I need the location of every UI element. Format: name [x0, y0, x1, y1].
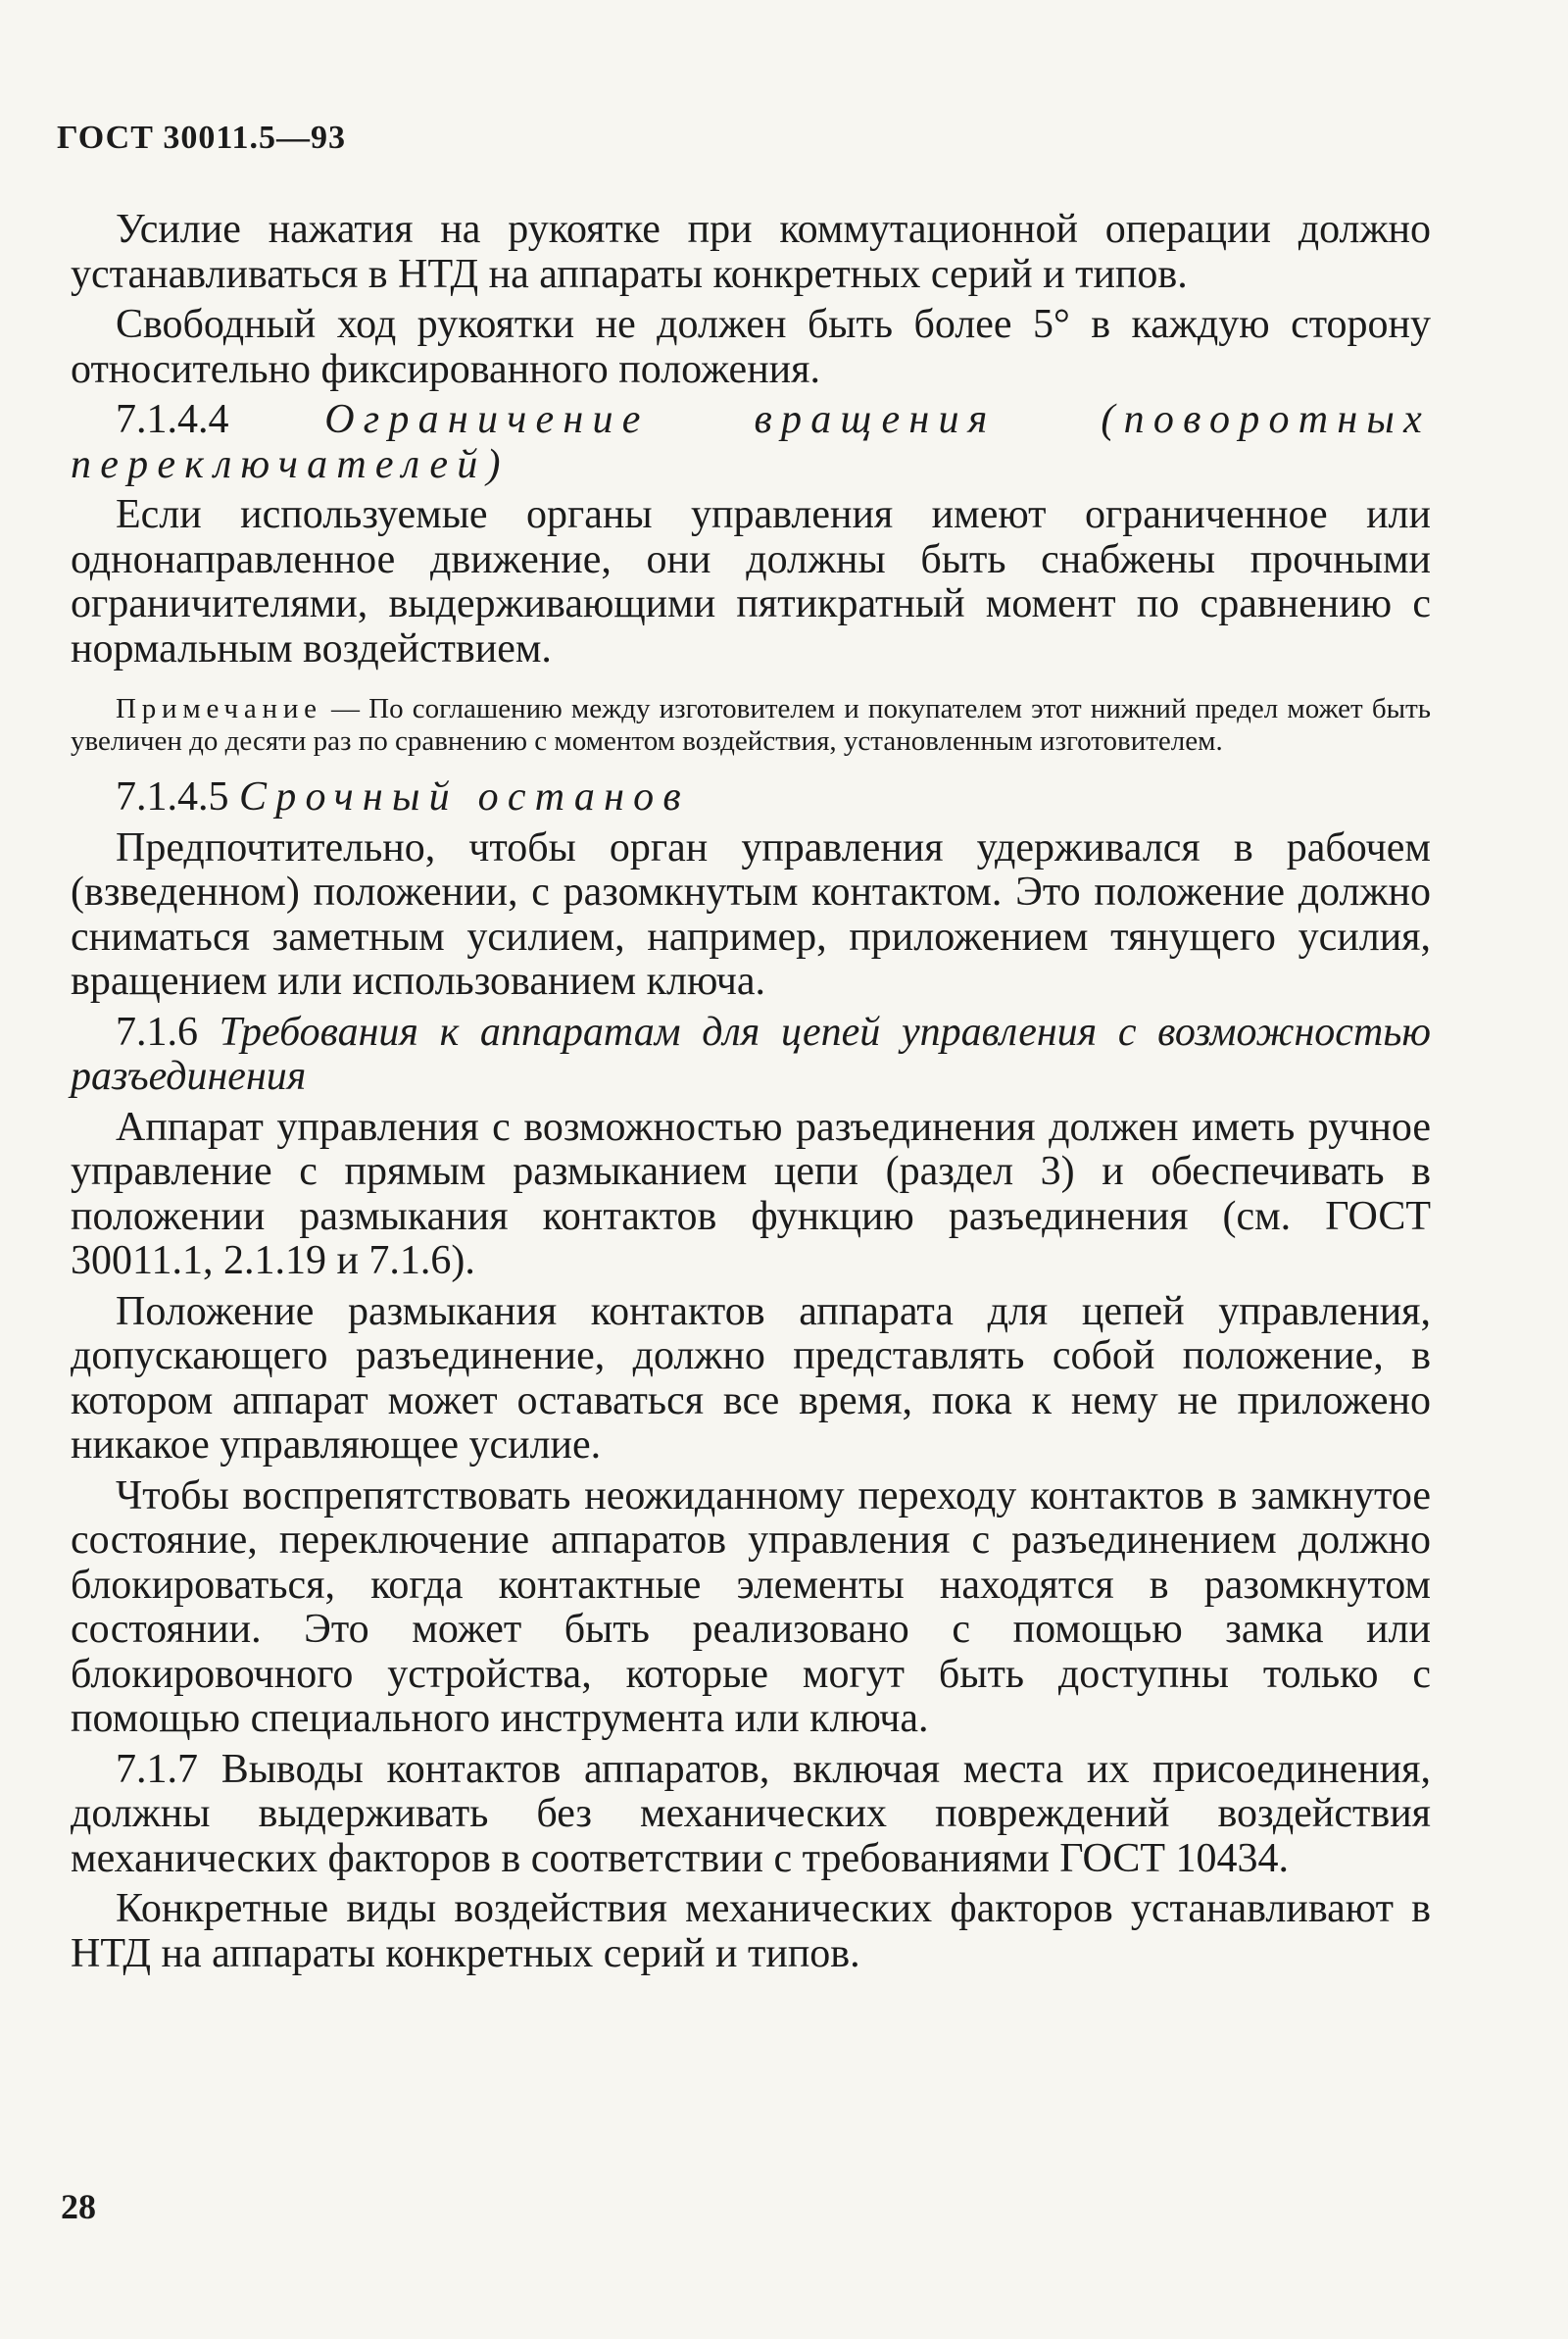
paragraph-mechanical-factors: Конкретные виды воздействия механических факторов устанавливают в НТД на аппараты конкретных серий и типов. [71, 1886, 1431, 1976]
section-title: Срочный останов [239, 774, 690, 820]
paragraph-limiters: Если используемые органы управления имеют ограниченное или однонаправленное движение, они должны быть снабжены прочными ограничителями, выдерживающими пятикратный момент по сравнению с нормальным воздействием. [71, 492, 1431, 672]
paragraph-blocking: Чтобы воспрепятствовать неожиданному переходу контактов в замкнутое состояние, переключение аппаратов управления с разъединением должно блокироваться, когда контактные элементы находятся в разомкнутом состоянии. Это может быть реализовано с помощью замка или блокировочного устройства, которые могут быть доступны только с помощью специального инструмента или ключа. [71, 1472, 1431, 1741]
section-number: 7.1.4.4 [116, 397, 229, 442]
paragraph-7-1-7: 7.1.7 Выводы контактов аппаратов, включая места их присоединения, должны выдерживать без механических повреждений воздействия механических факторов в соответствии с требованиями ГОСТ 10434. [71, 1746, 1431, 1881]
document-body [71, 208, 1431, 1982]
paragraph-emergency-stop: Предпочтительно, чтобы орган управления удерживался в рабочем (взведенном) положении, с разомкнутым контактом. Это положение должно сниматься заметным усилием, например, приложением тянущего усилия, вращением или использованием ключа. [71, 824, 1431, 1004]
section-title: Требования к аппаратам для цепей управления с возможностью разъединения [71, 1009, 1431, 1099]
section-7-1-4-5-heading [71, 775, 1431, 821]
section-number: 7.1.4.5 [116, 774, 229, 820]
section-7-1-6-heading [71, 1011, 1431, 1100]
paragraph-handle-force: Усилие нажатия на рукоятке при коммутационной операции должно устанавливаться в НТД на аппараты конкретных серий и типов. [71, 207, 1431, 297]
note-text: — По соглашению между изготовителем и покупателем этот нижний предел может быть увеличен до десяти раз по сравнению с моментом воздействия, установленным изготовителем. [71, 693, 1431, 757]
note-label: Примечание [116, 693, 322, 724]
paragraph-isolating-device: Аппарат управления с возможностью разъединения должен иметь ручное управление с прямым размыканием цепи (раздел 3) и обеспечивать в положении размыкания контактов функцию разъединения (см. ГОСТ 30011.1, 2.1.19 и 7.1.6). [71, 1104, 1431, 1283]
paragraph-free-travel: Свободный ход рукоятки не должен быть более 5° в каждую сторону относительно фиксированного положения. [71, 302, 1431, 392]
page-number: 28 [61, 2187, 96, 2226]
section-title: Ограничение вращения (поворотных переключателей) [71, 397, 1431, 487]
document-header: ГОСТ 30011.5—93 [57, 120, 347, 156]
paragraph-open-position: Положение размыкания контактов аппарата для цепей управления, допускающего разъединение, должно представлять собой положение, в котором аппарат может оставаться все время, пока к нему не приложено никакое управляющее усилие. [71, 1288, 1431, 1468]
section-number: 7.1.6 [116, 1009, 198, 1055]
note-paragraph [71, 693, 1431, 758]
section-7-1-4-4-heading [71, 398, 1431, 487]
